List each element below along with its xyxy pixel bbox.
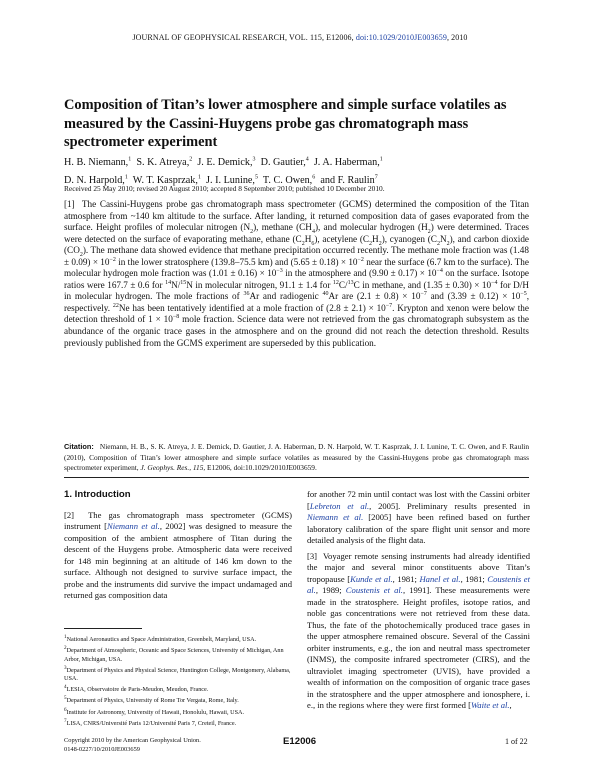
received-dates: Received 25 May 2010; revised 20 August 2010; accepted 8 September 2010; published 10 December 2010.: [64, 184, 385, 193]
copyright-notice: Copyright 2010 by the American Geophysical Union. 0148-0227/10/2010JE003659: [64, 737, 201, 753]
running-head: [0, 33, 600, 42]
reference-link[interactable]: Coustenis et al.: [345, 585, 403, 595]
author: J. A. Haberman,$^1$: [313, 157, 383, 169]
affiliation-1: $^1$National Aeronautics and Space Administration, Greenbelt, Maryland, USA.: [64, 634, 257, 644]
journal-name: JOURNAL OF GEOPHYSICAL RESEARCH, VOL. 115, E12006,: [132, 33, 354, 42]
abstract: [1] The Cassini-Huygens probe gas chromatograph mass spectrometer (GCMS) determined the composition of the Titan atmosphere from ~140 km altitude to the surface. After landing, it returned composition data of gases evaporated from the surface. Height profiles of molecular nitrogen $(N_2)$, methane $(CH_4)$, and molecular hydrogen $(H_2)$ were determined. Traces were detected on the surface of evaporating methane, ethane $(C_2H_6)$, acetylene $(C_2H_2)$, cyanogen $(C_2N_2)$, and carbon dioxide $(CO_2)$. The methane data showed evidence that methane precipitation occurred recently. The methane mole fraction was $(1.48 \pm 0.09) \times 10^{-2}$ in the lower stratosphere (139.8–75.5 km) and $(5.65 \pm 0.18) \times 10^{-2}$ near the surface (6.7 km to the surface). The molecular hydrogen mole fraction was $(1.01 \pm 0.16) \times 10^{-3}$ in the atmosphere and $(9.90 \pm 0.17) \times 10^{-4}$ on the surface. Isotope ratios were 167.7 ± 0.6 for $^{14}$N/$^{15}$N in molecular nitrogen, 91.1 ± 1.4 for $^{12}$C/$^{13}$C in methane, and $(1.35 \pm 0.30) \times 10^{-4}$ for D/H in molecular hydrogen. The mole fractions of $^{36}$Ar and radiogenic $^{40}$Ar are $(2.1 \pm 0.8) \times 10^{-7}$ and $(3.39 \pm 0.12) \times 10^{-5}$, respectively. $^{22}$Ne has been tentatively identified at a mole fraction of $(2.8 \pm 2.1) \times 10^{-7}$. Krypton and xenon were below the detection threshold of $1 \times 10^{-8}$ mole fraction. Science data were not retrieved from the gas chromatograph subsystem as the abundance of the organic trace gases in the atmosphere and on the ground did not reach the detection threshold. Results previously published from the GCMS experiment are superseded by this publication.: [64, 199, 530, 348]
page-number: 1 of 22: [505, 737, 528, 746]
affiliations: [64, 633, 292, 728]
reference-link[interactable]: Niemann et al.: [307, 512, 364, 522]
author-line-1: [64, 153, 504, 170]
reference-link[interactable]: Waite et al.: [470, 700, 510, 710]
doi-link[interactable]: doi:10.1029/2010JE003659: [355, 33, 447, 42]
affiliation-7: $^7$LISA, CNRS/Université Paris 12/Université Paris 7, Creteil, France.: [64, 718, 237, 728]
journal-ref: J. Geophys. Res., 115,: [140, 463, 206, 473]
article-title: Composition of Titan’s lower atmosphere and simple surface volatiles as measured by the Cassini-Huygens probe gas chromatograph mass spectrometer experiment: [64, 97, 507, 150]
author: J. E. Demick,$^3$: [197, 157, 256, 169]
paragraph-2: [2] The gas chromatograph mass spectrometer (GCMS) instrument [Niemann et al., 2002] was designed to measure the composition of the ambient atmosphere of Titan during the descent of the Huygens probe. Atmospheric data were received for 148 min beginning at an altitude of 146 km down to the surface. Although not designed to survive surface impact, the probe and the instruments did survive the impact undamaged and returned gas composition data: [64, 509, 292, 600]
author: H. B. Niemann,$^1$: [64, 157, 132, 169]
paragraph-2-cont: for another 72 min until contact was lost with the Cassini orbiter [Lebreton et al., 2005]. Preliminary results presented in Niemann et al. [2005] have been refined based on further laboratory calibration of the spare flight unit sensor and more detailed analysis of the flight data.: [307, 489, 530, 545]
author: J. I. Lunine,$^5$: [206, 174, 258, 186]
author: W. T. Kasprzak,$^1$: [132, 174, 201, 186]
author: D. N. Harpold,$^1$: [64, 174, 128, 186]
affiliation-4: $^4$LESIA, Observatoire de Paris-Meudon, Meudon, France.: [64, 684, 209, 694]
affiliation-2: $^2$Department of Atmospheric, Oceanic and Space Sciences, University of Michigan, Ann Arbor, Michigan, USA.: [64, 645, 284, 663]
affiliation-6: $^6$Institute for Astronomy, University of Hawaii, Honolulu, Hawaii, USA.: [64, 706, 245, 716]
reference-link[interactable]: Coustenis et al.: [307, 573, 530, 595]
footnote-divider: [64, 628, 142, 629]
journal-year: , 2010: [446, 33, 468, 42]
author: S. K. Atreya,$^2$: [136, 157, 193, 169]
reference-link[interactable]: Kunde et al.: [350, 573, 393, 584]
left-column: [64, 489, 292, 602]
author: D. Gautier,$^4$: [260, 157, 309, 169]
paragraph-3: [3] Voyager remote sensing instruments had already identified the major and several minor constituents above Titan’s tropopause [Kunde et al., 1981; Hanel et al., 1981; Coustenis et al., 1989; Coustenis et al., 1991]. These measurements were made in the stratosphere. Height profiles, isotope ratios, and noble gas concentrations were not retrieved from these data. Thus, the fate of the photochemically produced trace gases in the upper atmosphere remained obscure. Several of the Cassini orbiter instruments, e.g., the ion and neutral mass spectrometer (INMS), the composite infrared spectrometer (CIRS), and the ultraviolet imaging spectrometer (UVIS), have provided a wealth of information on the composition of organic trace gases in the stratosphere and the upper atmosphere and ionosphere, i. e., in the regions where they were first formed [Waite et al.,: [307, 550, 530, 710]
para-marker: [1]: [64, 199, 75, 209]
reference-link[interactable]: Niemann et al.: [107, 521, 160, 531]
right-column: [307, 489, 530, 712]
article-id: E12006: [283, 736, 317, 747]
author: T. C. Owen,$^6$: [262, 174, 316, 186]
section-heading-introduction: 1. Introduction: [64, 489, 131, 500]
affiliation-3: $^3$Department of Physics and Physical Science, Huntington College, Montgomery, Alabama, USA.: [64, 664, 291, 682]
reference-link[interactable]: Hanel et al.: [419, 573, 461, 584]
affiliation-5: $^5$Department of Physics, University of Rome Tor Vergata, Rome, Italy.: [64, 695, 239, 705]
citation-block: Citation: Niemann, H. B., S. K. Atreya, J. E. Demick, D. Gautier, J. A. Haberman, D. N. Harpold, W. T. Kasprzak, J. I. Lunine, T. C. Owen, and F. Raulin (2010), Composition of Titan’s lower atmosphere and simple surface volatiles as measured by the Cassini-Huygens probe gas chromatograph mass spectrometer experiment, J. Geophys. Res., 115, E12006, doi:10.1029/2010JE003659.: [64, 442, 529, 473]
author: and F. Raulin$^7$: [320, 174, 378, 186]
author-list: [64, 153, 504, 188]
reference-link[interactable]: Lebreton et al.: [309, 500, 370, 511]
section-divider: [64, 477, 529, 478]
citation-label: Citation:: [64, 442, 94, 451]
